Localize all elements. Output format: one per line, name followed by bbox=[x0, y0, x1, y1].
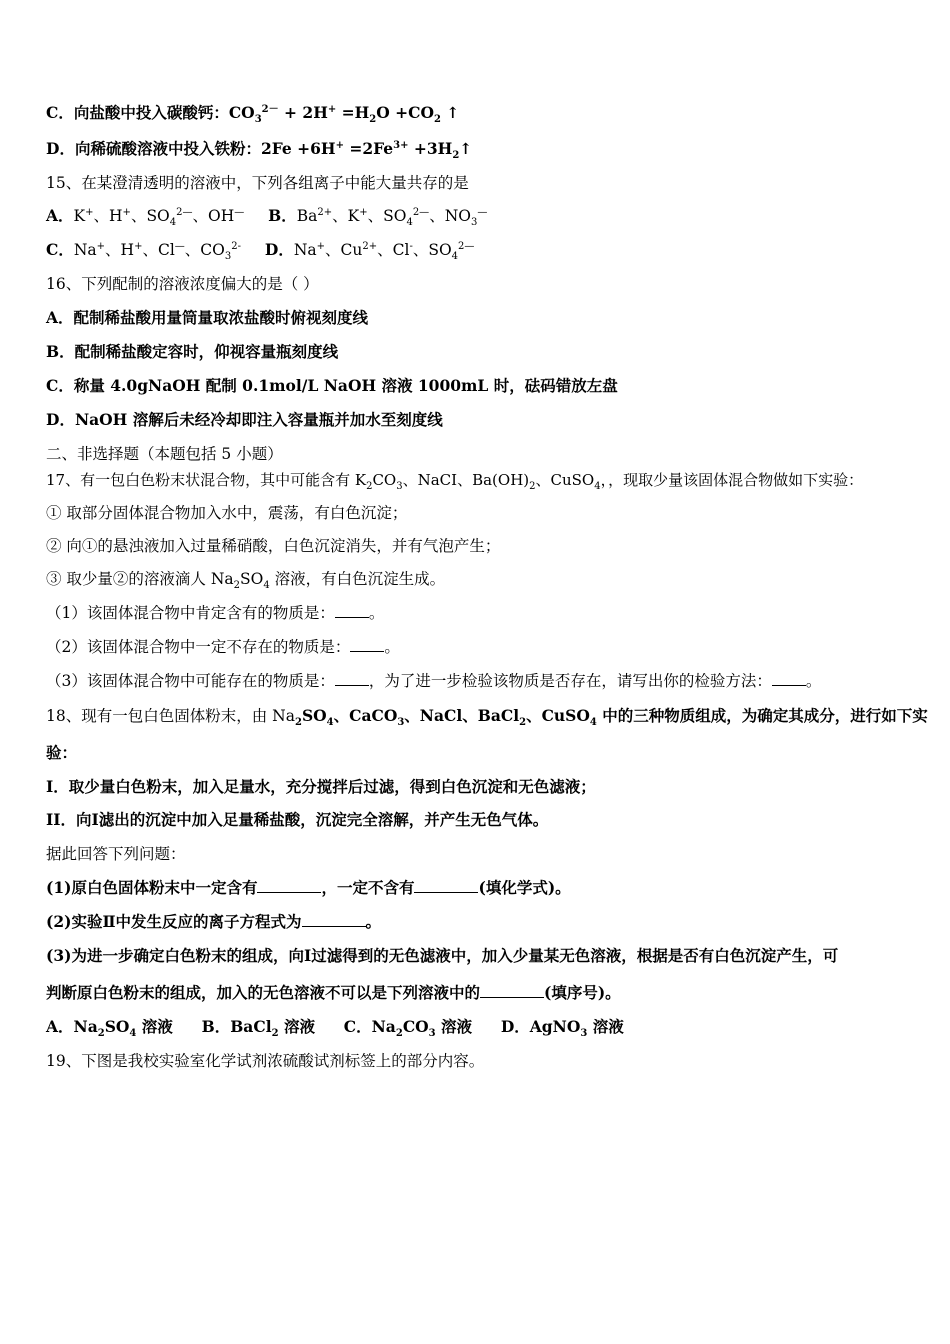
q18-option-d: D．AgNO$_3$ 溶液 bbox=[500, 1017, 624, 1040]
q16-option-b: B．配制稀盐酸定容时，仰视容量瓶刻度线 bbox=[46, 342, 339, 361]
q18-stem-cont: 验： bbox=[46, 743, 78, 762]
q15-options-cd: C．Na+、H+、Cl—、$CO_3^{2-}$ D．Na+、$Cu^{2+}$、Cl-、$SO_4^{2—}$ bbox=[46, 240, 475, 263]
answer-blank bbox=[335, 603, 369, 618]
answer-blank bbox=[302, 912, 366, 927]
q15-stem: 15、在某澄清透明的溶液中，下列各组离子中能大量共存的是 bbox=[46, 174, 469, 192]
section-heading: 二、非选择题（本题包括 5 小题） bbox=[46, 445, 283, 463]
q14-option-d: D．向稀硫酸溶液中投入铁粉：$2Fe +6H^+ =2Fe^{3+}$ $+3H_2↑$ bbox=[46, 139, 473, 162]
q18-step-ii: II．向Ⅰ滤出的沉淀中加入足量稀盐酸，沉淀完全溶解，并产生无色气体。 bbox=[46, 810, 549, 829]
q18-option-b: B．BaCl$_2$ 溶液 bbox=[201, 1017, 315, 1040]
q16-stem: 16、下列配制的溶液浓度偏大的是（ ） bbox=[46, 275, 319, 293]
q17-stem: 17、有一包白色粉末状混合物，其中可能含有 $K_2CO_3$、NaCI、$Ba(OH)_2$、CuSO$_4$，，现取少量该固体混合物做如下实验： bbox=[46, 471, 864, 492]
q18-option-a: A．$Na_2SO_4$ 溶液 bbox=[46, 1017, 173, 1040]
q18-part-3-cont: 判断原白色粉末的组成，加入的无色溶液不可以是下列溶液中的 (填序号)。 bbox=[46, 983, 621, 1002]
q17-part-2: （2）该固体混合物中一定不存在的物质是： 。 bbox=[46, 638, 400, 656]
q18-step-i: I．取少量白色粉末，加入足量水，充分搅拌后过滤，得到白色沉淀和无色滤液； bbox=[46, 777, 596, 796]
q18-part-2: (2)实验Ⅱ中发生反应的离子方程式为 。 bbox=[46, 912, 382, 931]
q18-part-3: (3)为进一步确定白色粉末的组成，向Ⅰ过滤得到的无色滤液中，加入少量某无色溶液，根据是否有白色沉淀产生，可 bbox=[46, 946, 839, 965]
q16-option-c: C．称量 4.0gNaOH 配制 0.1mol/L NaOH 溶液 1000mL 时，砝码错放左盘 bbox=[46, 376, 618, 395]
option-label: C．向盐酸中投入碳酸钙： bbox=[46, 103, 229, 122]
answer-blank bbox=[772, 671, 806, 686]
q17-step-2: ② 向①的悬浊液加入过量稀硝酸，白色沉淀消失，并有气泡产生； bbox=[46, 537, 501, 555]
q17-part-1: （1）该固体混合物中肯定含有的物质是： 。 bbox=[46, 604, 385, 622]
q19-stem: 19、下图是我校实验室化学试剂浓硫酸试剂标签上的部分内容。 bbox=[46, 1052, 485, 1070]
q17-step-1: ① 取部分固体混合物加入水中，震荡，有白色沉淀； bbox=[46, 504, 408, 522]
answer-blank bbox=[480, 983, 544, 998]
q16-option-a: A．配制稀盐酸用量筒量取浓盐酸时俯视刻度线 bbox=[46, 308, 369, 327]
answer-blank bbox=[414, 878, 478, 893]
q18-intro: 据此回答下列问题： bbox=[46, 845, 186, 863]
q14-option-c: C．向盐酸中投入碳酸钙：$CO_3^{2-} + 2H^+ =H_2O +CO_2$ ↑ bbox=[46, 103, 460, 126]
q18-options bbox=[46, 1017, 624, 1040]
answer-blank bbox=[257, 878, 321, 893]
q18-part-1: (1)原白色固体粉末中一定含有 ，一定不含有 (填化学式)。 bbox=[46, 878, 571, 897]
q18-option-c: C．$Na_2CO_3$ 溶液 bbox=[343, 1017, 473, 1040]
q16-option-d: D．NaOH 溶解后未经冷却即注入容量瓶并加水至刻度线 bbox=[46, 410, 443, 429]
answer-blank bbox=[335, 671, 369, 686]
q18-stem: 18、现有一包白色固体粉末，由 $Na_2SO_4$、CaCO$_3$、NaCl、BaCl$_2$、CuSO$_4$ 中的三种物质组成，为确定其成分，进行如下实 bbox=[46, 706, 928, 729]
q15-options-ab: A．K+、H+、$SO_4^{2—}$、OH— B．$Ba^{2+}$、K+、$SO_4^{2—}$、$NO_3^—$ bbox=[46, 206, 488, 229]
answer-blank bbox=[350, 637, 384, 652]
q17-step-3: ③ 取少量②的溶液滴人 $Na_2SO_4$ 溶液，有白色沉淀生成。 bbox=[46, 570, 446, 592]
q17-part-3: （3）该固体混合物中可能存在的物质是： ，为了进一步检验该物质是否存在，请写出你的检验方法： 。 bbox=[46, 672, 822, 690]
